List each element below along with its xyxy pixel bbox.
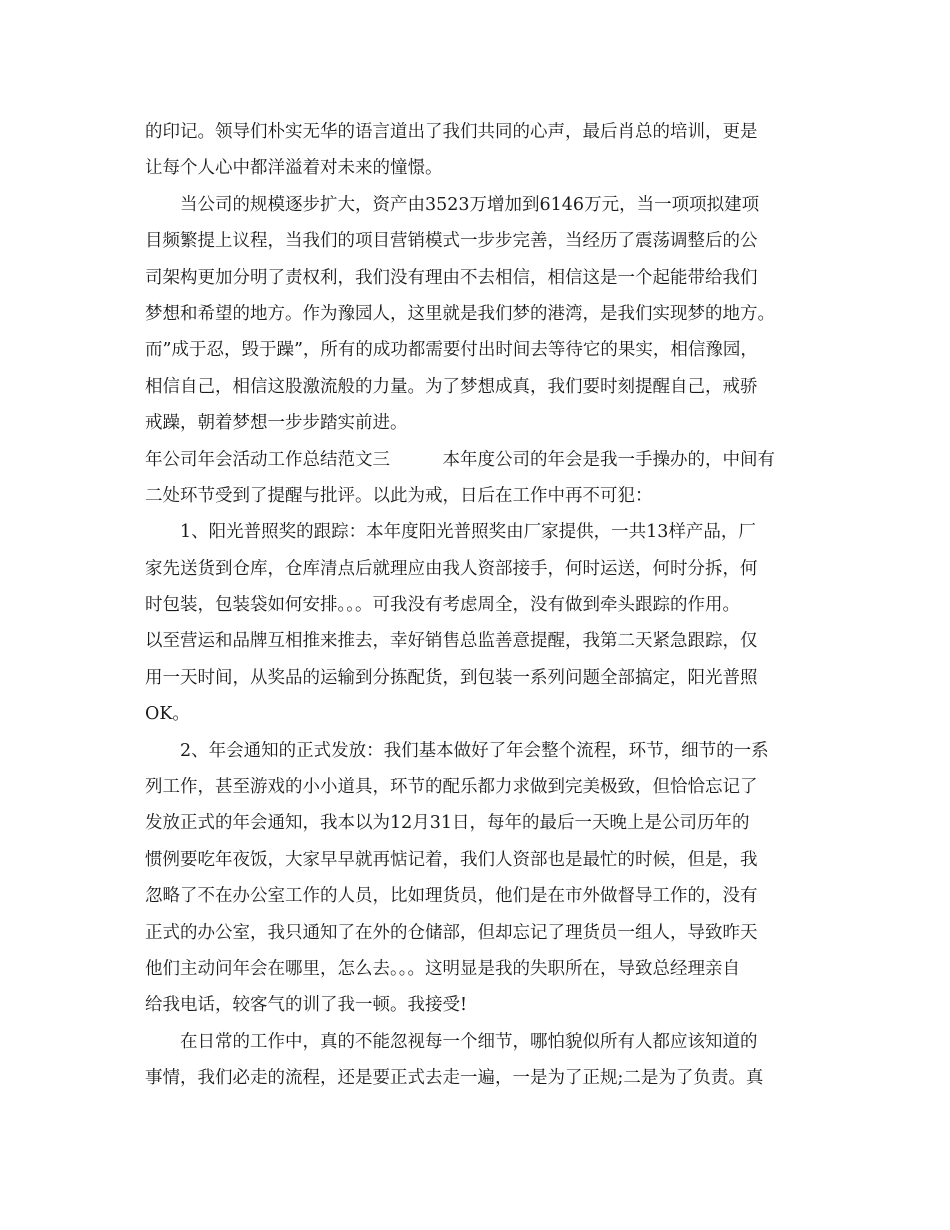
document-body bbox=[145, 114, 810, 1097]
text-line: 用一天时间，从奖品的运输到分拣配货，到包装一系列问题全部搞定，阳光普照 bbox=[145, 667, 758, 688]
text-line: 让每个人心中都洋溢着对未来的憧憬。 bbox=[145, 158, 443, 179]
text-line: 当公司的规模逐步扩大，资产由3523万增加到6146万元，当一项项拟建项 bbox=[145, 194, 760, 215]
text-line: 时包装，包装袋如何安排。。。可我没有考虑周全，没有做到牵头跟踪的作用。 bbox=[145, 595, 740, 616]
text-line: 2、年会通知的正式发放：我们基本做好了年会整个流程，环节，细节的一系 bbox=[145, 740, 769, 761]
text-line: OK。 bbox=[145, 704, 190, 725]
text-line: 以至营运和品牌互相推来推去，幸好销售总监善意提醒，我第二天紧急跟踪，仅 bbox=[145, 631, 758, 652]
text-line: 梦想和希望的地方。作为豫园人，这里就是我们梦的港湾，是我们实现梦的地方。 bbox=[145, 303, 775, 324]
text-line: 目频繁提上议程，当我们的项目营销模式一步步完善，当经历了震荡调整后的公 bbox=[145, 231, 758, 252]
text-line: 事情，我们必走的流程，还是要正式去走一遍，一是为了正规;二是为了负责。真 bbox=[145, 1068, 764, 1089]
text-line: 戒躁，朝着梦想一步步踏实前进。 bbox=[145, 413, 408, 434]
text-line: 发放正式的年会通知，我本以为12月31日，每年的最后一天晚上是公司历年的 bbox=[145, 813, 750, 834]
text-line: 惯例要吃年夜饭，大家早早就再惦记着，我们人资部也是最忙的时候，但是，我 bbox=[145, 849, 758, 870]
text-line: 相信自己，相信这股激流般的力量。为了梦想成真，我们要时刻提醒自己，戒骄 bbox=[145, 376, 758, 397]
text-line: 他们主动问年会在哪里，怎么去。。。这明显是我的失职所在，导致总经理亲自 bbox=[145, 958, 740, 979]
text-line: 1、阳光普照奖的跟踪：本年度阳光普照奖由厂家提供，一共13样产品，厂 bbox=[145, 522, 756, 543]
text-line: 而”成于忍，毁于躁”，所有的成功都需要付出时间去等待它的果实，相信豫园， bbox=[145, 340, 758, 361]
text-line: 二处环节受到了提醒与批评。以此为戒，日后在工作中再不可犯： bbox=[145, 485, 653, 506]
text-line: 的印记。领导们朴实无华的语言道出了我们共同的心声，最后肖总的培训，更是 bbox=[145, 122, 758, 142]
text-line: 家先送货到仓库，仓库清点后就理应由我人资部接手，何时运送，何时分拆，何 bbox=[145, 558, 758, 579]
text-line: 忽略了不在办公室工作的人员，比如理货员，他们是在市外做督导工作的，没有 bbox=[145, 886, 758, 907]
text-line: 正式的办公室，我只通知了在外的仓储部，但却忘记了理货员一组人，导致昨天 bbox=[145, 922, 758, 943]
text-line: 给我电话，较客气的训了我一顿。我接受! bbox=[145, 995, 468, 1016]
section-heading-line: 年公司年会活动工作总结范文三 本年度公司的年会是我一手操办的，中间有 bbox=[145, 449, 775, 470]
text-line: 司架构更加分明了责权利，我们没有理由不去相信，相信这是一个起能带给我们 bbox=[145, 267, 758, 288]
text-line: 在日常的工作中，真的不能忽视每一个细节，哪怕貌似所有人都应该知道的 bbox=[145, 1031, 758, 1052]
text-line: 列工作，甚至游戏的小小道具，环节的配乐都力求做到完美极致，但恰恰忘记了 bbox=[145, 777, 758, 798]
